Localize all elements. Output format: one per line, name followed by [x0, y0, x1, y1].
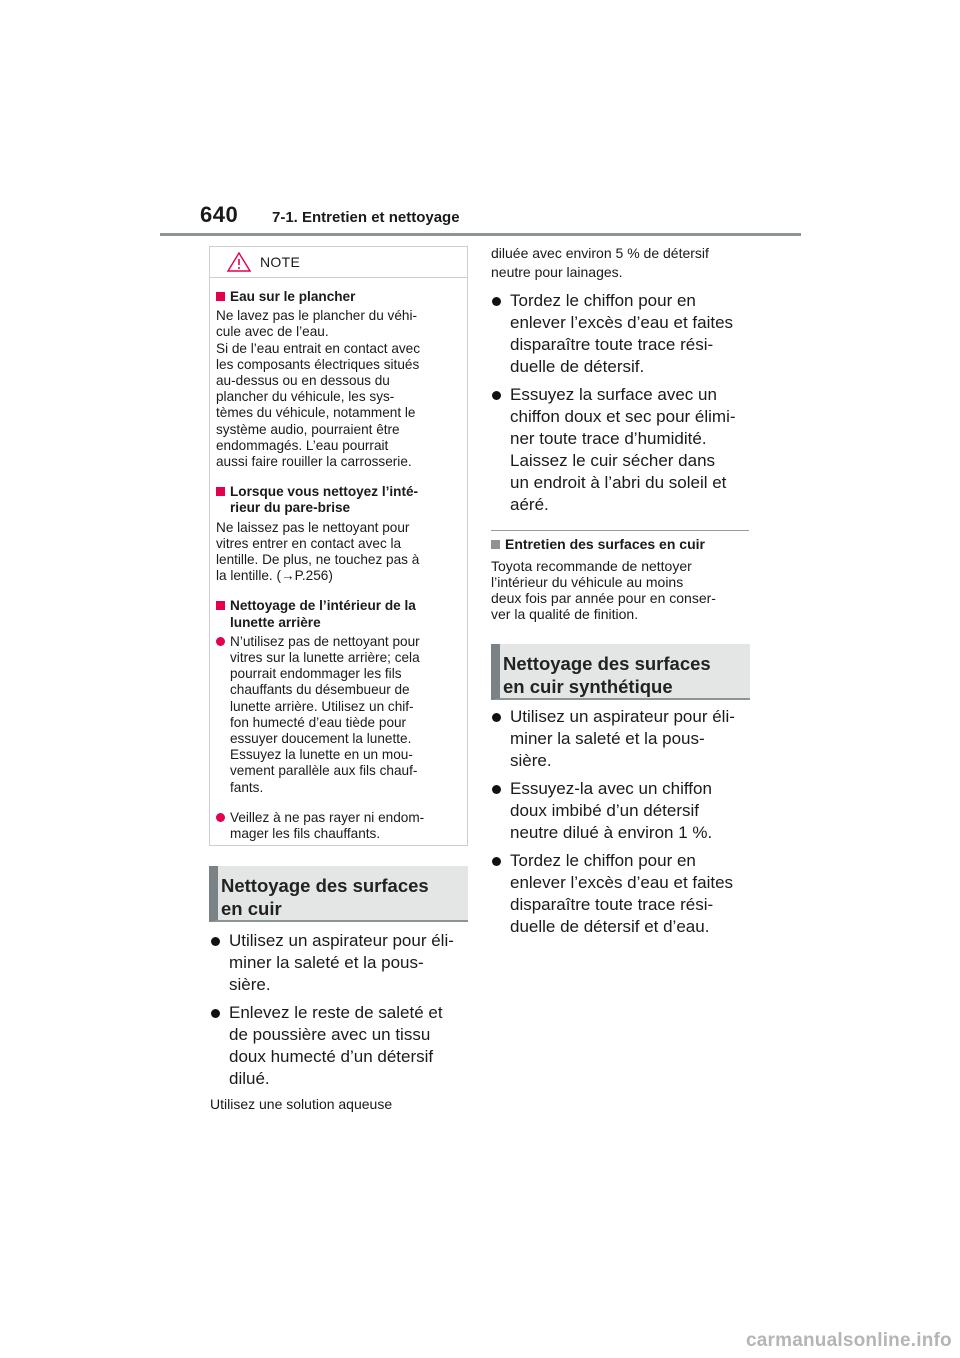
list-item: Tordez le chiffon pour en enlever l’excès d’eau et faites disparaître toute trace rési- duelle de détersif. [491, 290, 753, 378]
list-item: Essuyez la surface avec un chiffon doux et sec pour élimi- ner toute trace d’humidité. Laissez le cuir sécher dans un endroit à l’abri du soleil et aéré. [491, 384, 753, 516]
note-section-text: Ne laissez pas le nettoyant pour vitres entrer en contact avec la lentille. De plus, ne touchez pas à la lentille. (→P.256) [216, 519, 420, 584]
note-box [209, 246, 468, 846]
note-label: NOTE [260, 254, 301, 270]
leather-column-left [210, 930, 470, 1112]
page-number: 640 [200, 202, 239, 227]
note-section-title: Nettoyage de l’intérieur de la lunette arrière [216, 598, 461, 630]
list-item: Tordez le chiffon pour en enlever l’excès d’eau et faites disparaître toute trace rési- duelle de détersif et d’eau. [491, 850, 753, 938]
section-heading-synthetic: Nettoyage des surfaces en cuir synthétique [491, 644, 750, 700]
subsection-rule [491, 530, 749, 531]
note-bullet: Veillez à ne pas rayer ni endom- mager les fils chauffants. [216, 810, 461, 842]
note-section-title: Lorsque vous nettoyez l’inté- rieur du pare-brise [216, 484, 461, 516]
subsection-title: Entretien des surfaces en cuir [491, 536, 705, 552]
warning-icon [227, 252, 251, 272]
synthetic-column [491, 706, 753, 944]
section-heading-leather: Nettoyage des surfaces en cuir [209, 866, 468, 922]
chapter-title: 7-1. Entretien et nettoyage [272, 209, 460, 226]
maintenance-text: Toyota recommande de nettoyer l’intérieur du véhicule au moins deux fois par année pour en conser- ver la qualité de finition. [491, 558, 716, 622]
note-header [210, 247, 467, 278]
solution-note: Utilisez une solution aqueuse [210, 1096, 393, 1112]
note-section-title: Eau sur le plancher [216, 289, 461, 305]
leather-column-right [491, 244, 753, 522]
note-body [210, 278, 467, 842]
list-item: Essuyez-la avec un chiffon doux imbibé d’un détersif neutre dilué à environ 1 %. [491, 778, 753, 844]
solution-note-cont: diluée avec environ 5 % de détersif neutre pour lainages. [491, 245, 709, 280]
header-rule [160, 233, 801, 236]
list-item: Utilisez un aspirateur pour éli- miner la saleté et la pous- sière. [210, 930, 470, 996]
list-item: Enlevez le reste de saleté et de poussière avec un tissu doux humecté d’un détersif dilué. [210, 1002, 470, 1090]
note-section-text: Ne lavez pas le plancher du véhi- cule avec de l’eau. Si de l’eau entrait en contact avec les composants électriques situés au-dessus ou en dessous du plancher du véhicule, les sys- tèmes du véhicule, notamment le système audio, pourraient être endommagés. L’eau pourrait aussi faire rouiller la carrosserie. [216, 308, 421, 470]
list-item: Utilisez un aspirateur pour éli- miner la saleté et la pous- sière. [491, 706, 753, 772]
note-bullet: N’utilisez pas de nettoyant pour vitres sur la lunette arrière; cela pourrait endommager les fils chauffants du désembueur de lunette arrière. Utilisez un chif- fon humecté d’eau tiède pour essuyer doucement la lunette. Essuyez la lunette en un mou- vement parallèle aux fils chauf- fants. [216, 634, 461, 796]
watermark: carmanualsonline.info [746, 1330, 952, 1351]
